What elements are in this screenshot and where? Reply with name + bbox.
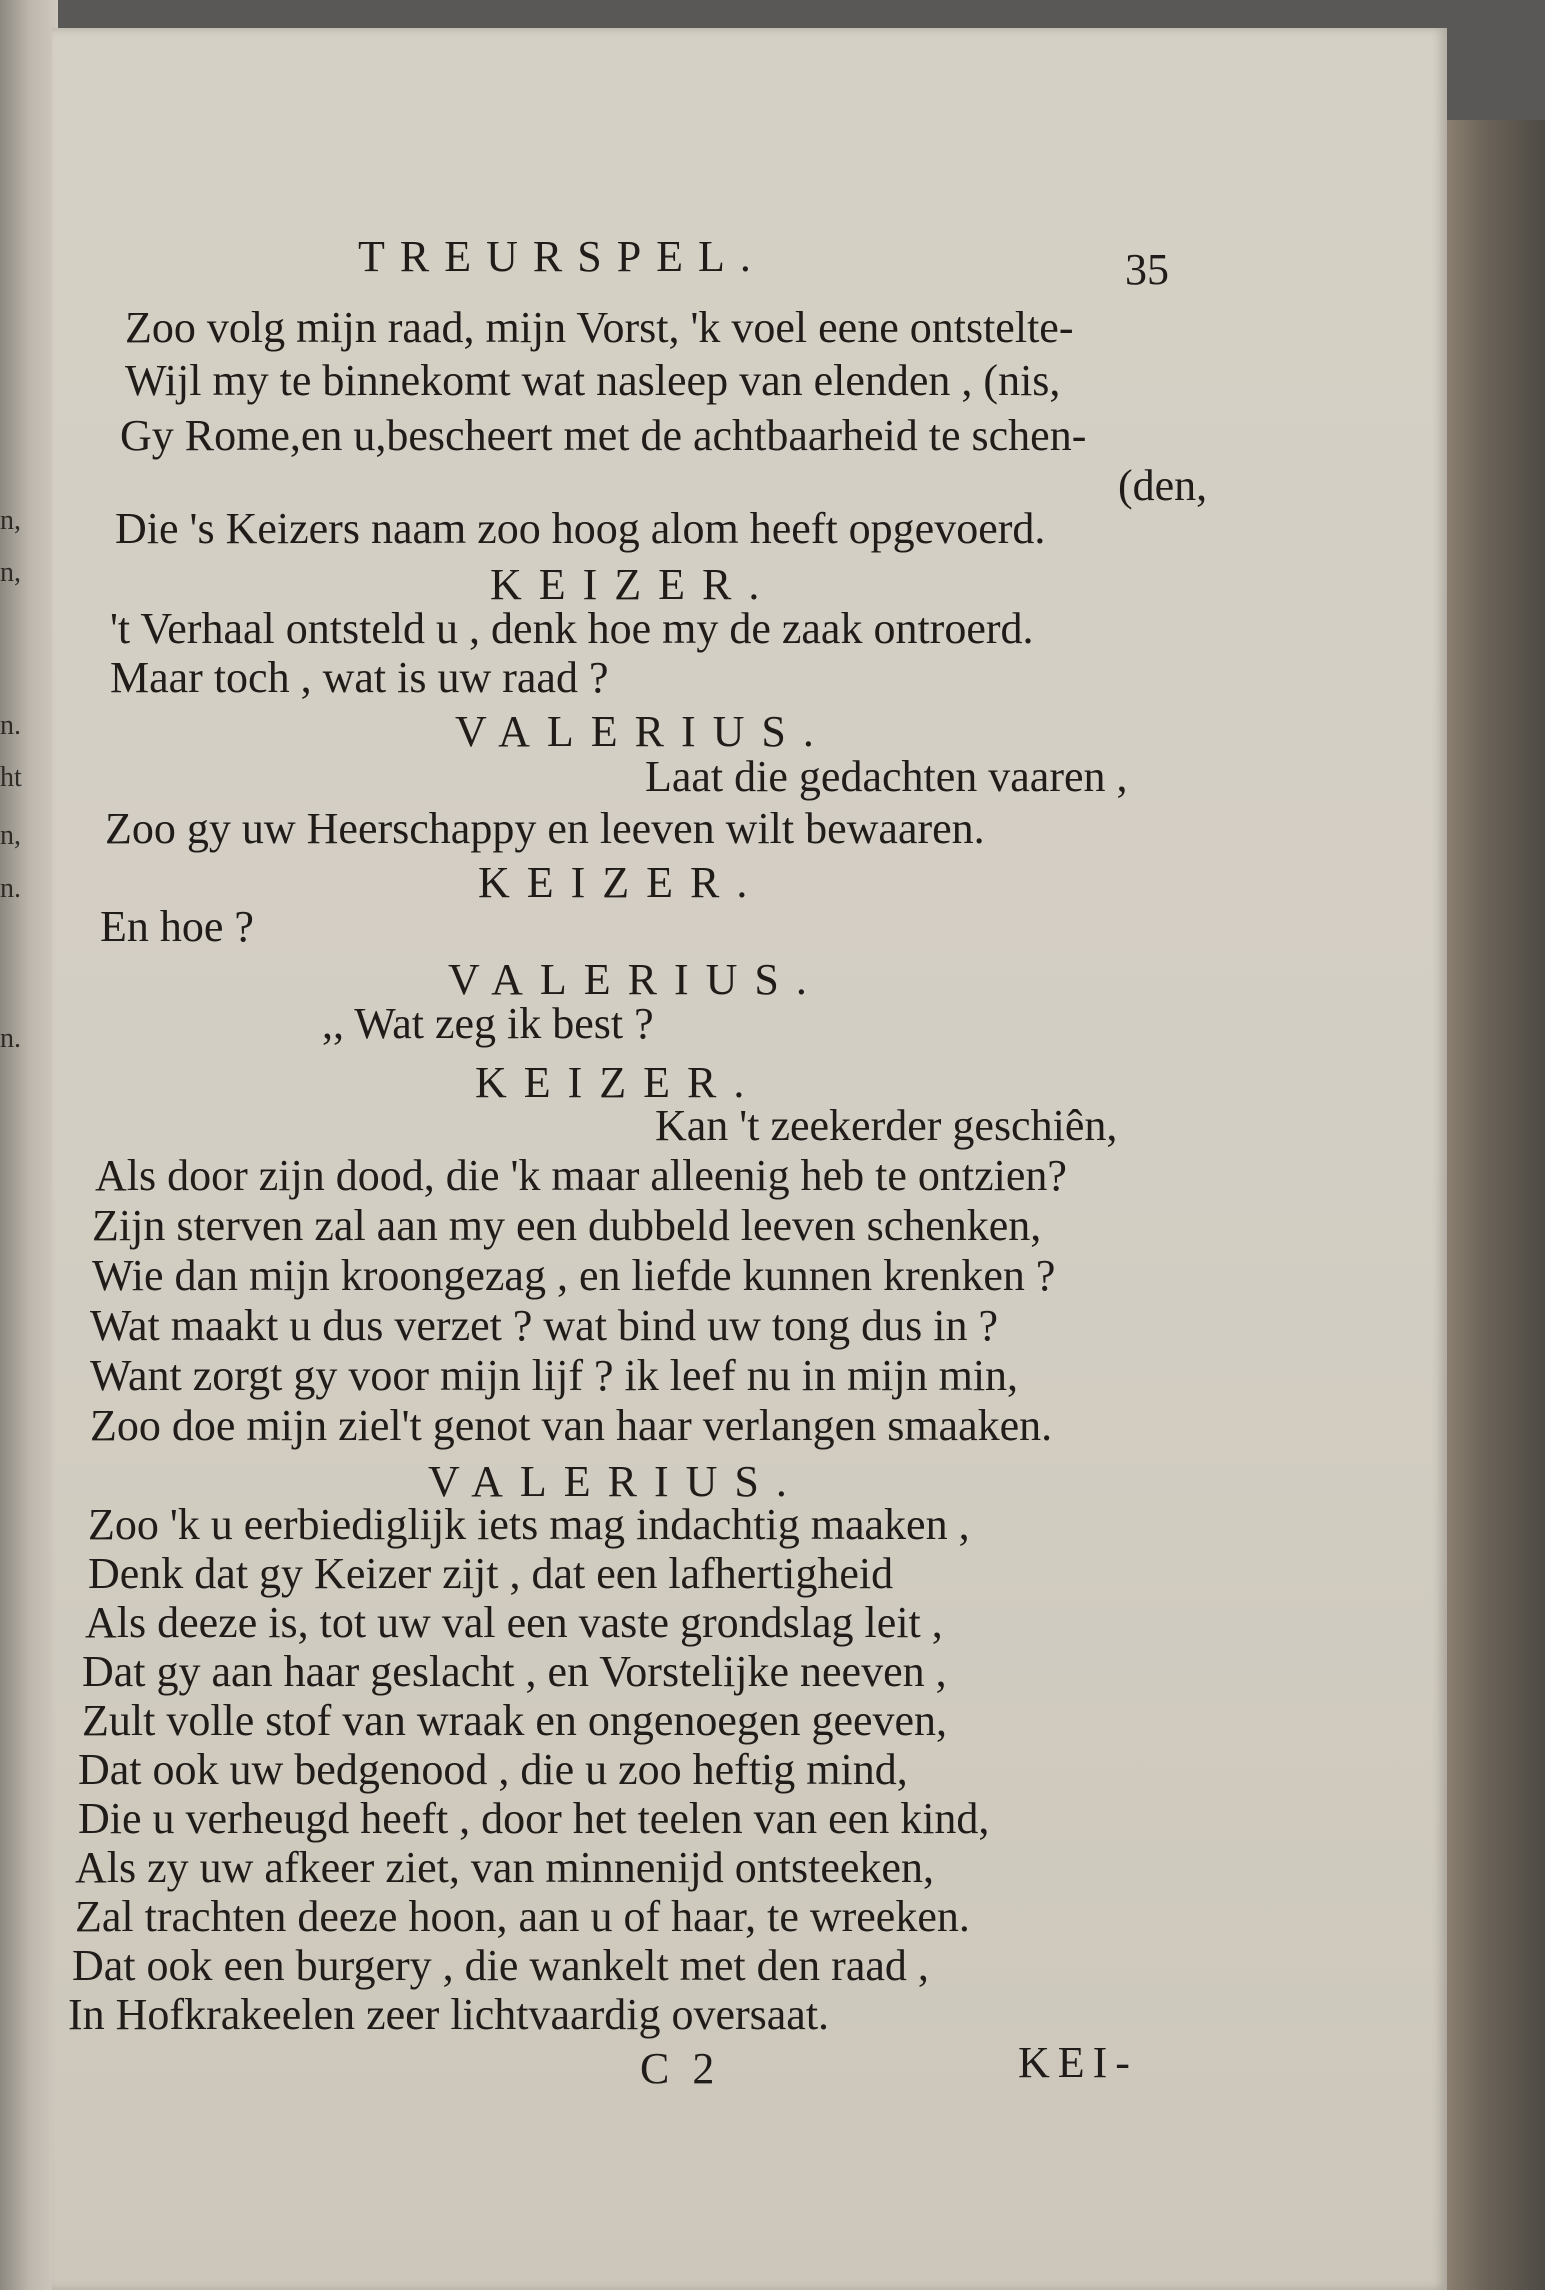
verse-line: Zoo gy uw Heerschappy en leeven wilt bewaaren. [105, 804, 985, 853]
verse-line: Dat ook een burgery , die wankelt met den raad , [72, 1941, 929, 1990]
speaker-heading: VALERIUS. [448, 955, 824, 1004]
margin-fragment: n. [0, 1023, 21, 1054]
verse-line: ,, Wat zeg ik best ? [322, 999, 654, 1048]
verse-line: Zal trachten deeze hoon, aan u of haar, te wreeken. [75, 1892, 970, 1941]
verse-line: Die u verheugd heeft , door het teelen van een kind, [78, 1794, 990, 1843]
signature-mark: C 2 [640, 2044, 721, 2093]
verse-line: Die 's Keizers naam zoo hoog alom heeft opgevoerd. [115, 504, 1046, 553]
verse-line: Zijn sterven zal aan my een dubbeld leeven schenken, [92, 1201, 1042, 1250]
margin-fragment: n. [0, 873, 21, 904]
speaker-heading: VALERIUS. [455, 707, 831, 756]
verse-line: In Hofkrakeelen zeer lichtvaardig oversaat. [68, 1990, 830, 2039]
verse-line: Gy Rome,en u,bescheert met de achtbaarheid te schen- [120, 411, 1087, 460]
page-number: 35 [1125, 245, 1169, 294]
verse-line: Als door zijn dood, die 'k maar alleenig heb te ontzien? [95, 1151, 1067, 1200]
verse-line: Wat maakt u dus verzet ? wat bind uw tong dus in ? [90, 1301, 999, 1350]
verse-line: Zult volle stof van wraak en ongenoegen geeven, [82, 1696, 948, 1745]
verse-line: Want zorgt gy voor mijn lijf ? ik leef nu in mijn min, [90, 1351, 1019, 1400]
verse-line: Denk dat gy Keizer zijt , dat een lafhertigheid [88, 1549, 894, 1598]
running-head: TREURSPEL. [358, 232, 766, 281]
verse-line: Kan 't zeekerder geschiên, [655, 1101, 1118, 1150]
verse-line: Zoo 'k u eerbiediglijk iets mag indachtig maaken , [88, 1500, 970, 1549]
verse-line: Wie dan mijn kroongezag , en liefde kunnen krenken ? [92, 1251, 1056, 1300]
verse-line-turnover: (den, [1118, 461, 1208, 510]
verse-line: Maar toch , wat is uw raad ? [110, 653, 609, 702]
verse-line: Dat ook uw bedgenood , die u zoo heftig mind, [78, 1745, 908, 1794]
speaker-heading: KEIZER. [475, 1058, 762, 1107]
verse-line: Als deeze is, tot uw val een vaste grondslag leit , [85, 1598, 943, 1647]
verse-line: Laat die gedachten vaaren , [645, 752, 1128, 801]
verse-line: Dat gy aan haar geslacht , en Vorstelijke neeven , [82, 1647, 947, 1696]
verse-line: 't Verhaal ontsteld u , denk hoe my de zaak ontroerd. [110, 604, 1034, 653]
verse-line: Zoo volg mijn raad, mijn Vorst, 'k voel eene ontstelte- [125, 303, 1074, 352]
verse-line: En hoe ? [100, 902, 254, 951]
speaker-heading: KEIZER. [478, 858, 765, 907]
margin-fragment: n, [0, 505, 21, 536]
margin-fragment: n, [0, 820, 21, 851]
margin-fragment: n, [0, 557, 21, 588]
catchword: KEI- [1018, 2038, 1138, 2087]
margin-fragment: n. [0, 710, 21, 741]
margin-fragment: ht [0, 762, 22, 793]
verse-line: Als zy uw afkeer ziet, van minnenijd ontsteeken, [75, 1843, 934, 1892]
speaker-heading: KEIZER. [490, 560, 777, 609]
speaker-heading: VALERIUS. [428, 1457, 804, 1506]
verse-line: Zoo doe mijn ziel't genot van haar verlangen smaaken. [90, 1401, 1053, 1450]
verse-line: Wijl my te binnekomt wat nasleep van elenden , (nis, [125, 356, 1061, 405]
